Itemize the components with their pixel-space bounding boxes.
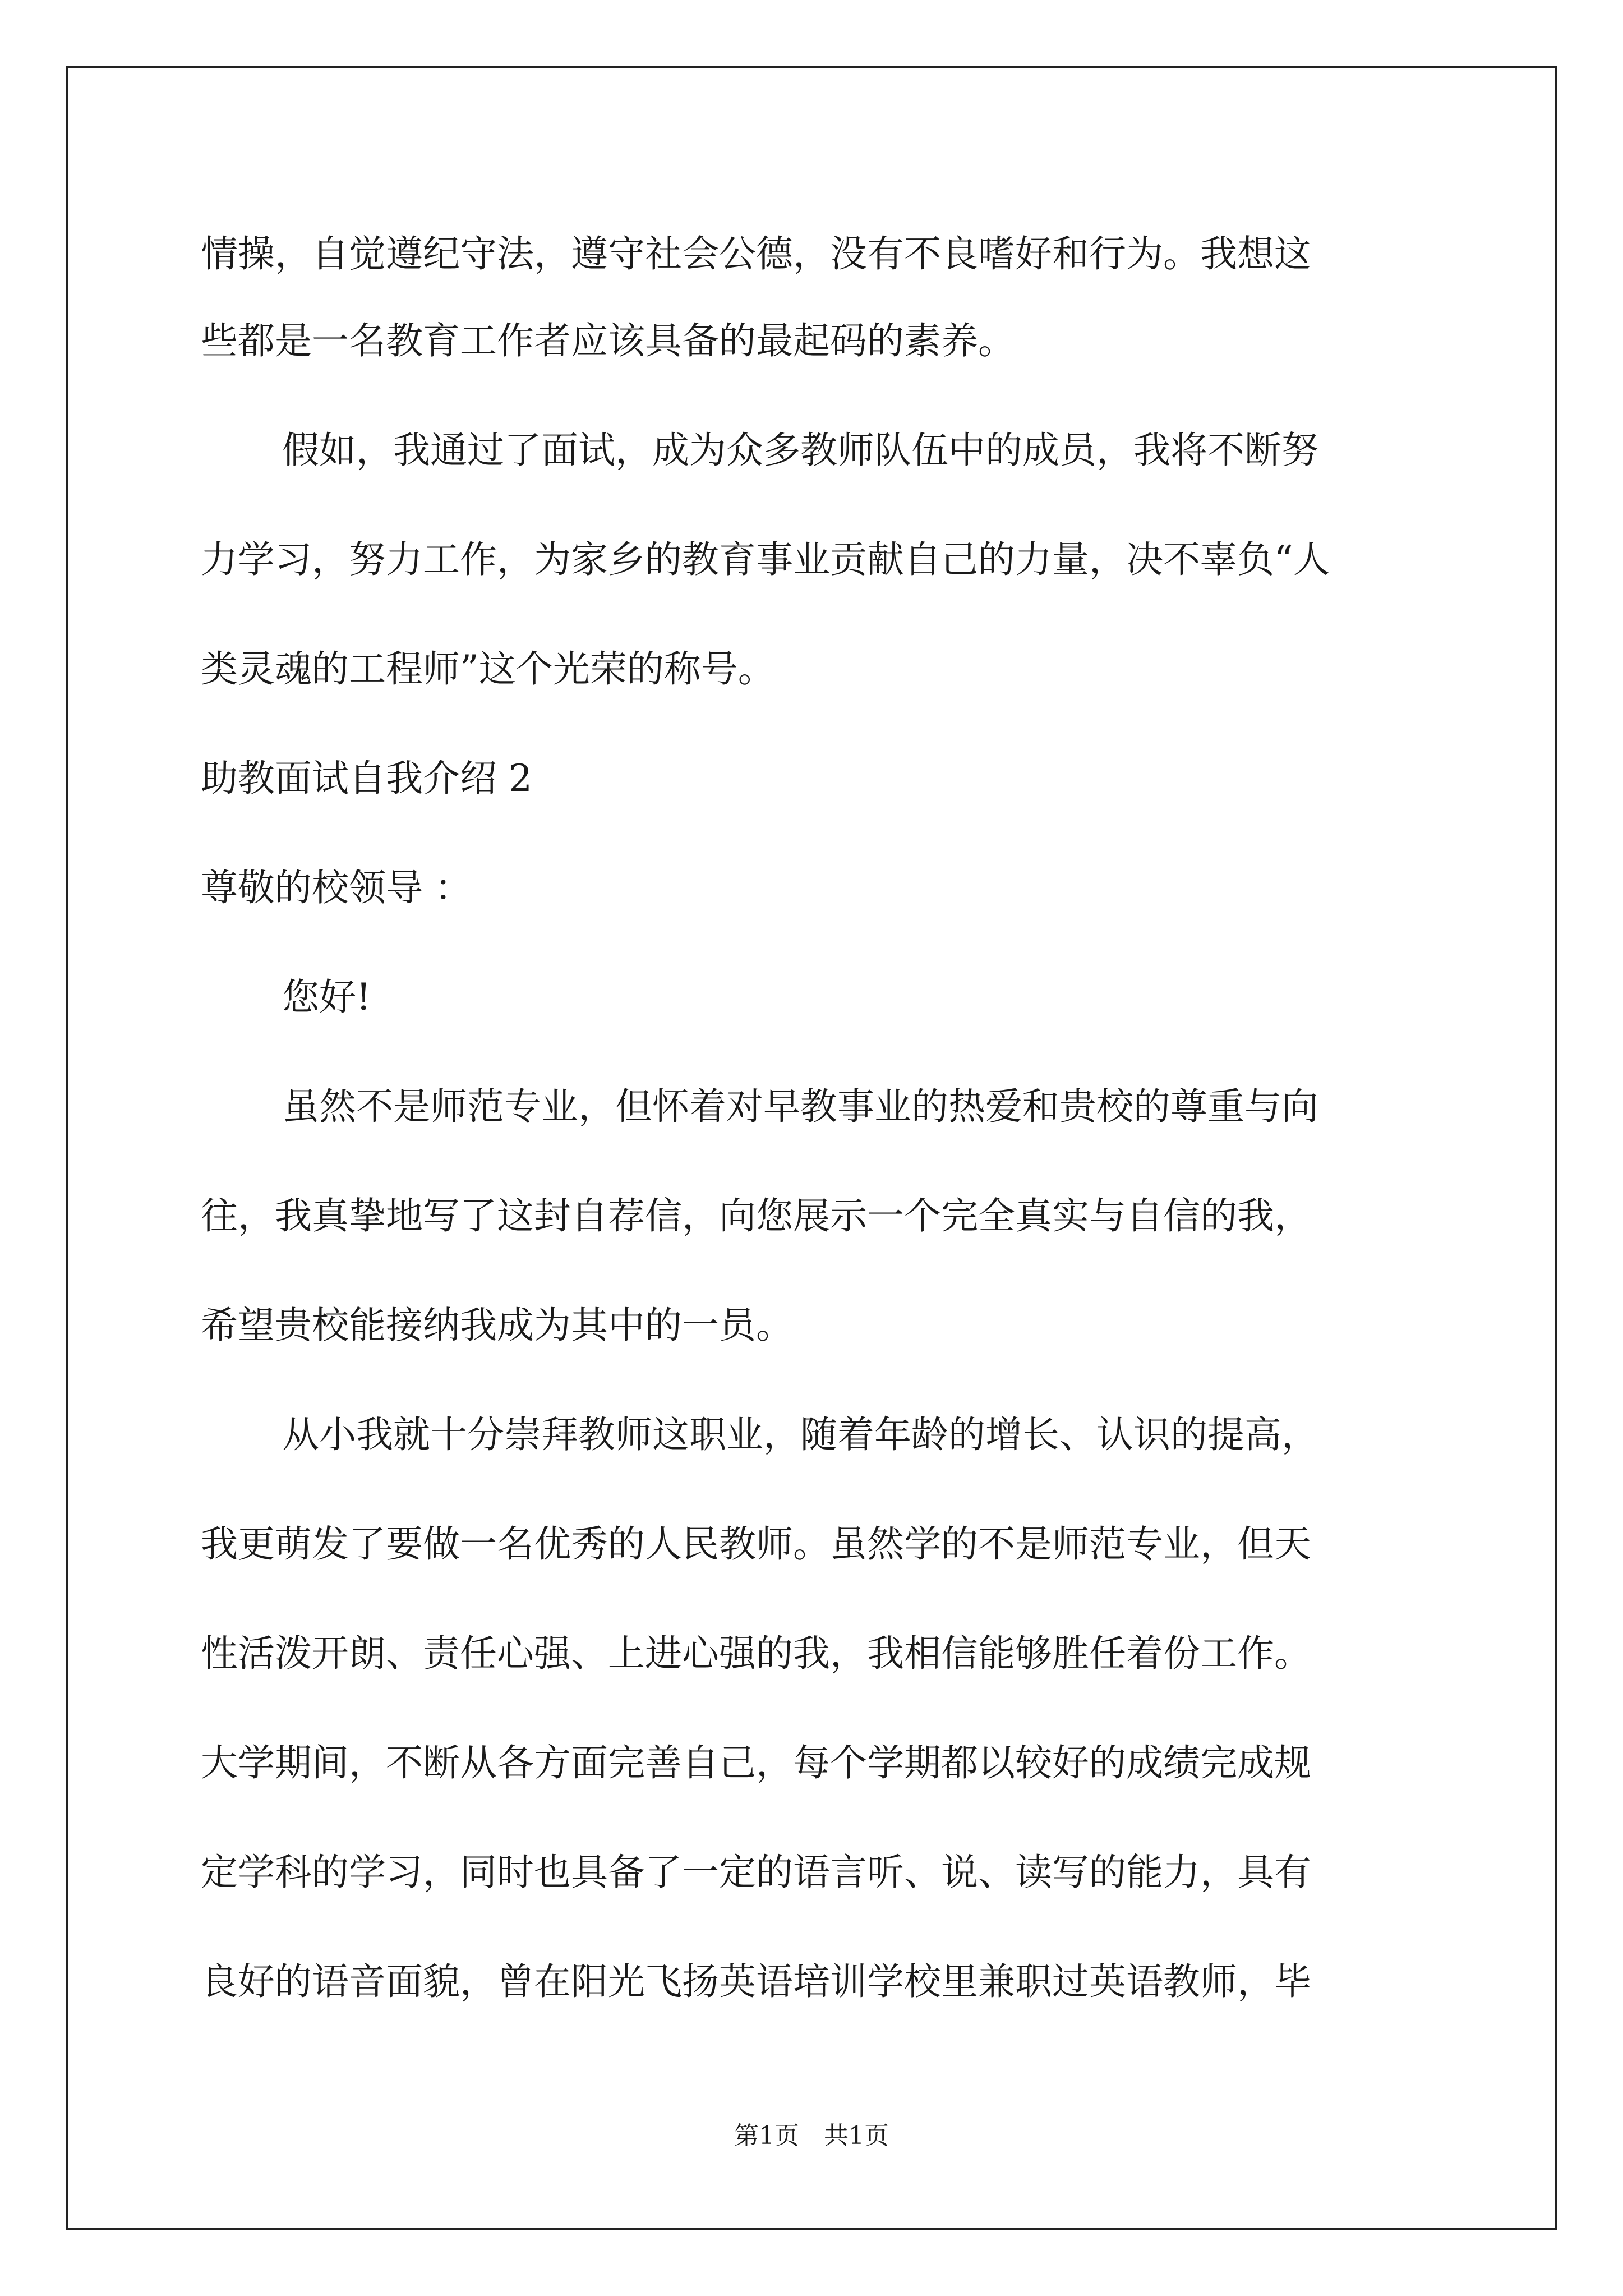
body-line: 大学期间，不断从各方面完善自己，每个学期都以较好的成绩完成规 [201, 1741, 1311, 1784]
body-line: 些都是一名教育工作者应该具备的最起码的素养。 [201, 319, 1015, 362]
body-line: 力学习，努力工作，为家乡的教育事业贡献自己的力量，决不辜负“人 [201, 538, 1330, 581]
page-footer [0, 2120, 1623, 2152]
body-line: 往，我真挚地写了这封自荐信，向您展示一个完全真实与自信的我， [201, 1194, 1311, 1237]
body-line: 定学科的学习，同时也具备了一定的语言听、说、读写的能力，具有 [201, 1851, 1311, 1894]
page-border [66, 66, 1557, 2230]
body-line: 情操，自觉遵纪守法，遵守社会公德，没有不良嗜好和行为。我想这 [201, 232, 1311, 275]
greeting: 您好! [282, 976, 371, 1019]
paragraph-first-line: 虽然不是师范专业，但怀着对早教事业的热爱和贵校的尊重与向 [282, 1085, 1318, 1128]
page-total: 共1页 [824, 2122, 889, 2150]
body-line: 性活泼开朗、责任心强、上进心强的我，我相信能够胜任着份工作。 [201, 1632, 1311, 1675]
body-line: 良好的语音面貌，曾在阳光飞扬英语培训学校里兼职过英语教师，毕 [201, 1960, 1311, 2003]
body-line: 类灵魂的工程师”这个光荣的称号。 [201, 647, 775, 691]
body-line: 希望贵校能接纳我成为其中的一员。 [201, 1304, 793, 1347]
body-line: 我更萌发了要做一名优秀的人民教师。虽然学的不是师范专业，但天 [201, 1522, 1311, 1566]
page-number: 第1页 [734, 2122, 799, 2150]
paragraph-first-line: 假如，我通过了面试，成为众多教师队伍中的成员，我将不断努 [282, 429, 1318, 472]
paragraph-first-line: 从小我就十分崇拜教师这职业，随着年龄的增长、认识的提高， [282, 1413, 1318, 1456]
salutation: 尊敬的校领导 ： [201, 866, 472, 909]
section-heading: 助教面试自我介绍 2 [201, 757, 532, 800]
